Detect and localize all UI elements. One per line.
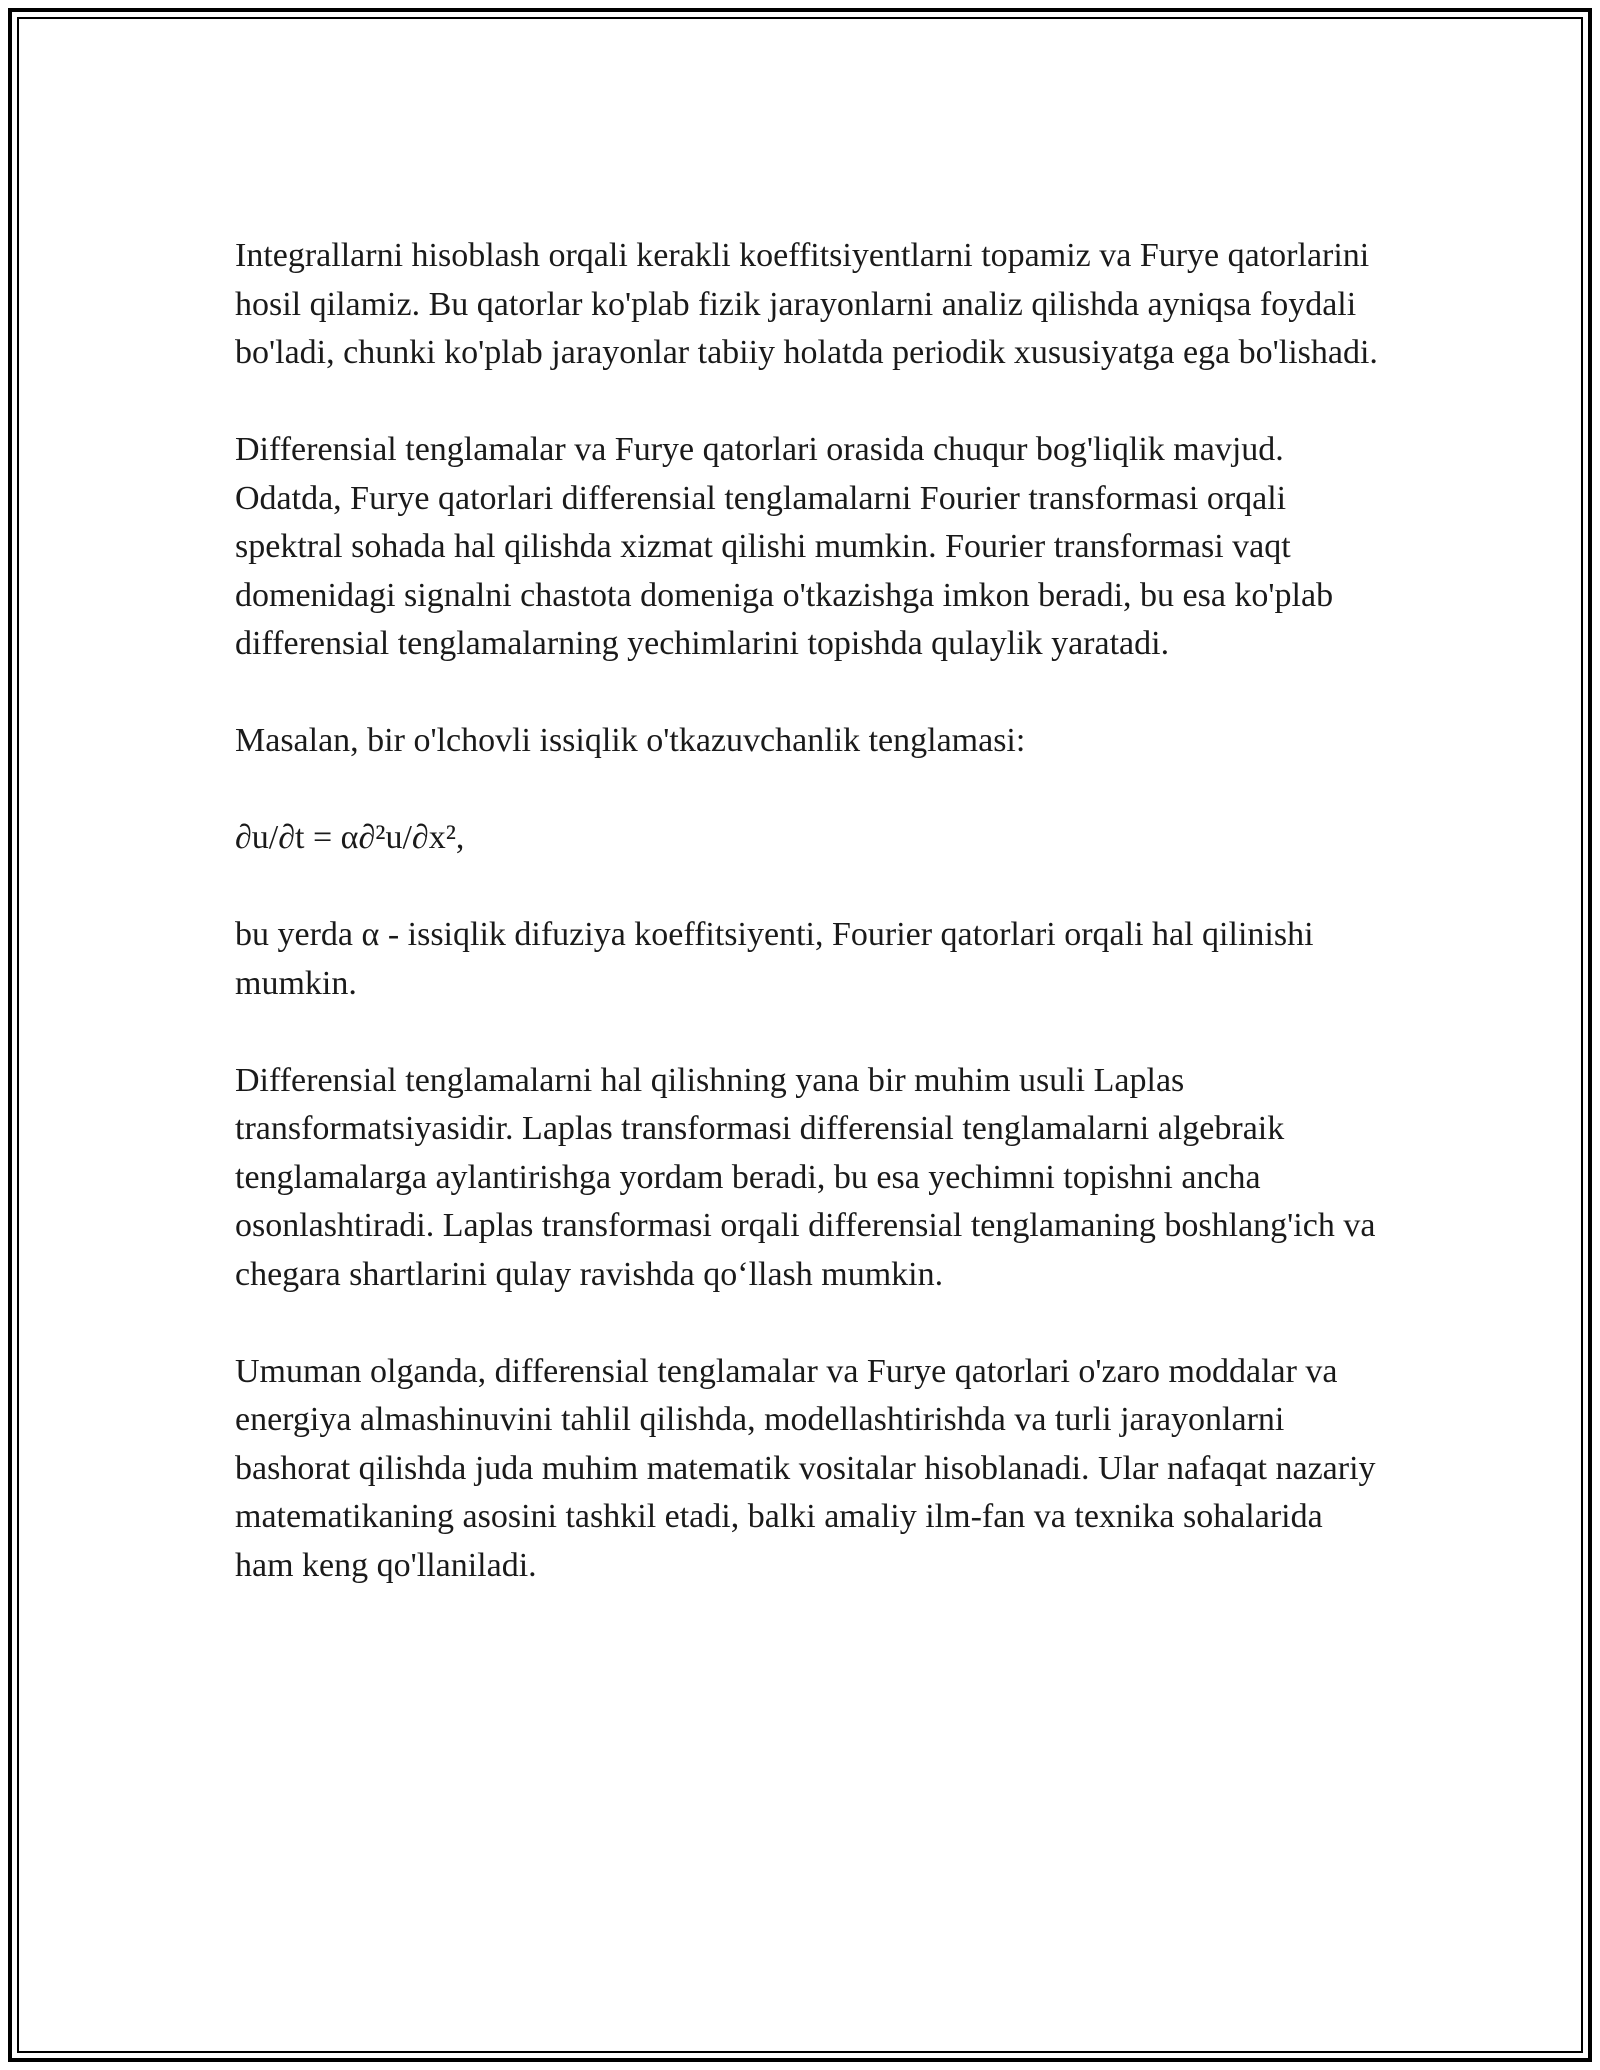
document-body [235,232,1385,1590]
paragraph-differential-fourier-relation: Differensial tenglamalar va Furye qatorlari orasida chuqur bog'liqlik mavjud. Odatda, Furye qatorlari differensial tenglamalarni Fourier transformasi orqali spektral sohada hal qilishda xizmat qilishi mumkin. Fourier transformasi vaqt domenidagi signalni chastota domeniga o'tkazishga imkon beradi, bu esa ko'plab differensial tenglamalarning yechimlarini topishda qulaylik yaratadi. [235,431,1334,662]
paragraph-laplace-transform: Differensial tenglamalarni hal qilishning yana bir muhim usuli Laplas transformatsiyasidir. Laplas transformasi differensial tenglamalarni algebraik tenglamalarga aylantirishga yordam beradi, bu esa yechimni topishni ancha osonlashtiradi. Laplas transformasi orqali differensial tenglamaning boshlang'ich va chegara shartlarini qulay ravishda qo‘llash mumkin. [235,1061,1376,1293]
paragraph-conclusion: Umuman olganda, differensial tenglamalar va Furye qatorlari o'zaro moddalar va energiya almashinuvini tahlil qilishda, modellashtirishda va turli jarayonlarni bashorat qilishda juda muhim matematik vositalar hisoblanadi. Ular nafaqat nazariy matematikaning asosini tashkil etadi, balki amaliy ilm-fan va texnika sohalarida ham keng qo'llaniladi. [235,1352,1376,1584]
paragraph-heat-equation-intro: Masalan, bir o'lchovli issiqlik o'tkazuvchanlik tenglamasi: [235,722,1026,759]
paragraph-fourier-coefficients: Integrallarni hisoblash orqali kerakli koeffitsiyentlarni topamiz va Furye qatorlarini hosil qilamiz. Bu qatorlar ko'plab fizik jarayonlarni analiz qilishda ayniqsa foydali bo'ladi, chunki ko'plab jarayonlar tabiiy holatda periodik xususiyatga ega bo'lishadi. [235,237,1378,371]
paragraph-diffusion-coefficient: bu yerda α - issiqlik difuziya koeffitsiyenti, Fourier qatorlari orqali hal qilinishi mumkin. [235,916,1314,1002]
equation-heat: ∂u/∂t = α∂²u/∂x², [235,819,465,856]
